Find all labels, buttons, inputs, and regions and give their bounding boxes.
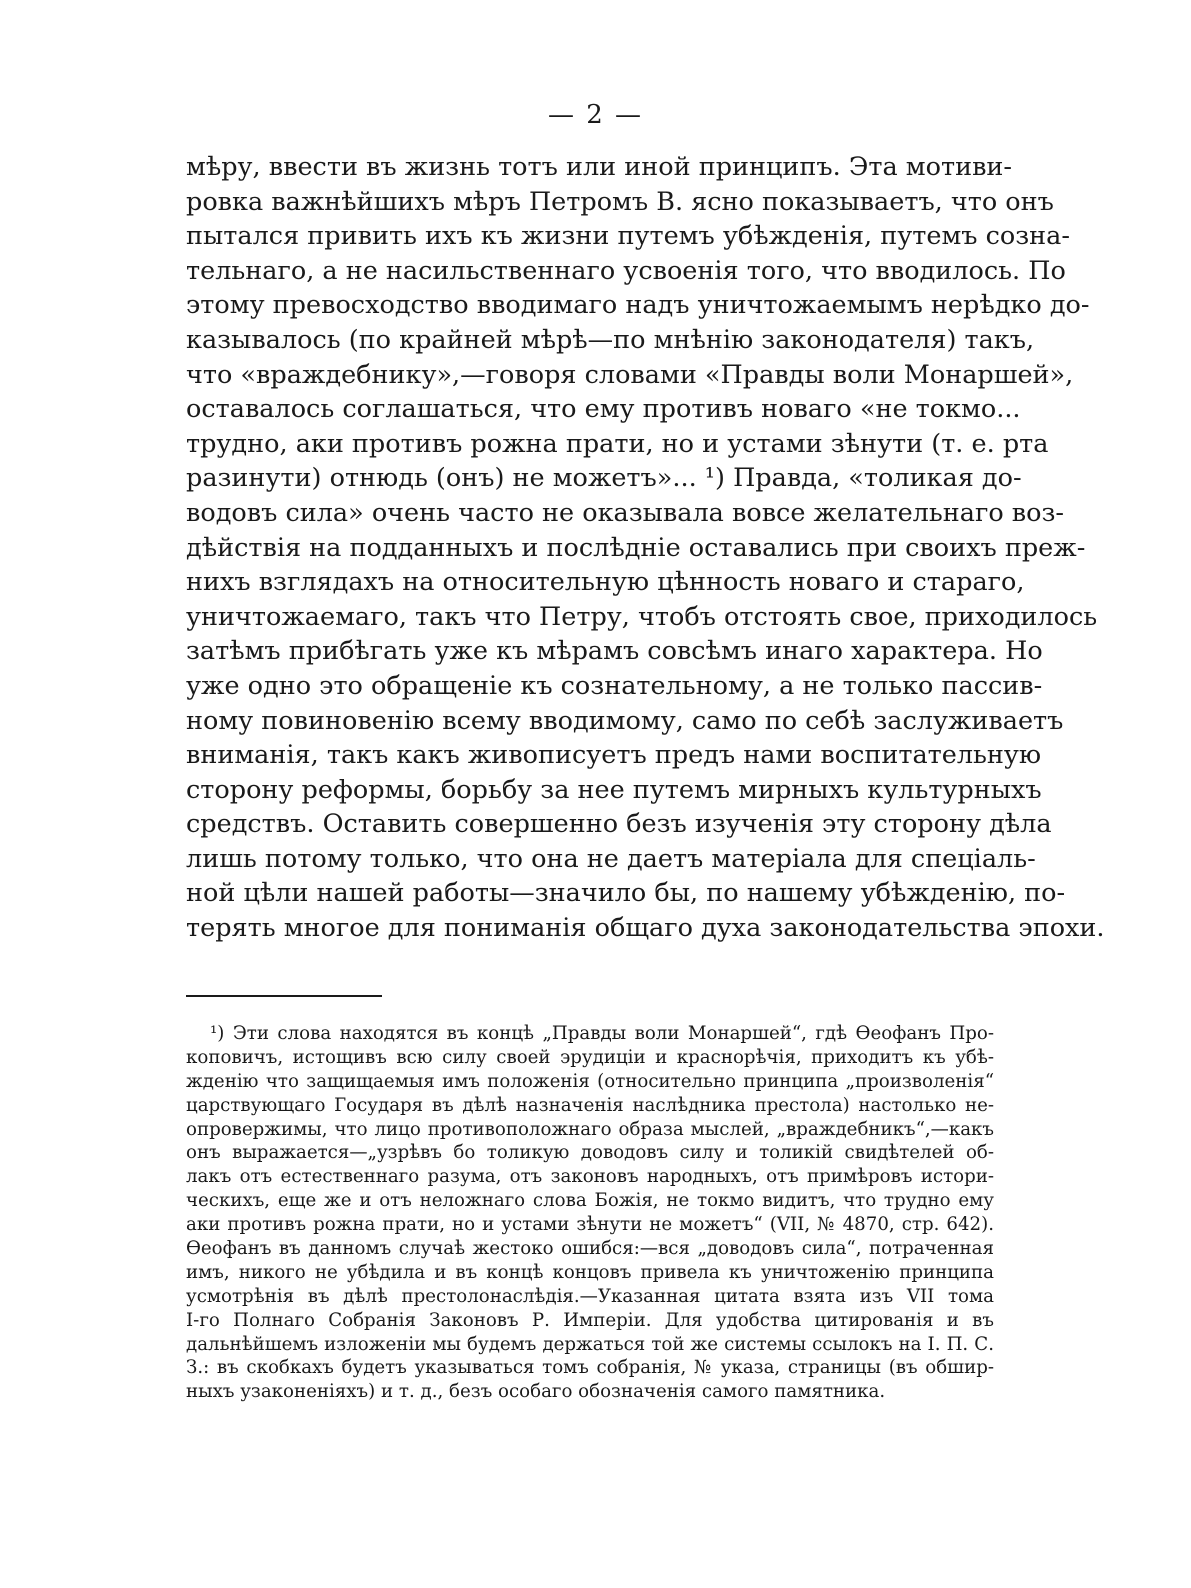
footnote-line: дальнѣйшемъ изложеніи мы будемъ держаться той же системы ссылокъ на I. П. С. [186,1333,994,1355]
footnote-line: имъ, никого не убѣдила и въ концѣ концовъ привела къ уничтоженію принципа [186,1261,994,1283]
body-line: трудно, аки противъ рожна прати, но и устами зѣнути (т. е. рта [186,428,1049,459]
body-line: затѣмъ прибѣгать уже къ мѣрамъ совсѣмъ инаго характера. Но [186,636,1043,667]
body-line: терять многое для пониманія общаго духа законодательства эпохи. [186,913,1105,944]
footnote-line: ческихъ, еще же и отъ неложнаго слова Божія, не токмо видитъ, что трудно ему [186,1190,994,1212]
footnote-line: коповичъ, истощивъ всю силу своей эрудиціи и краснорѣчія, приходитъ къ убѣ- [186,1046,994,1068]
body-line: уничтожаемаго, такъ что Петру, чтобъ отстоять свое, приходилось [186,601,1098,632]
body-line: дѣйствія на подданныхъ и послѣдніе оставались при своихъ преж- [186,532,1086,563]
footnote-line: Ѳеофанъ въ данномъ случаѣ жестоко ошибся:—вся „доводовъ сила“, потраченная [186,1238,994,1260]
body-line: мѣру, ввести въ жизнь тотъ или иной принципъ. Эта мотиви- [186,152,1013,182]
body-line: пытался привить ихъ къ жизни путемъ убѣжденія, путемъ созна- [186,221,1070,252]
body-line: водовъ сила» очень часто не оказывала вовсе желательнаго воз- [186,497,1065,528]
page-number: — 2 — [547,100,644,130]
body-line: ному повиновенію всему вводимому, само по себѣ заслуживаетъ [186,705,1064,736]
footnote-line: усмотрѣнія въ дѣлѣ престолонаслѣдія.—Указанная цитата взята изъ VII тома [186,1285,994,1307]
footnote-line: ныхъ узаконеніяхъ) и т. д., безъ особаго обозначенія самого памятника. [186,1381,886,1403]
body-line: лишь потому только, что она не даетъ матеріала для спеціаль- [186,843,1036,874]
footnote-line: аки противъ рожна прати, но и устами зѣнути не можетъ“ (VII, № 4870, стр. 642). [186,1214,994,1236]
body-line: вниманія, такъ какъ живописуетъ предъ нами воспитательную [186,740,1042,771]
footnote-line: онъ выражается—„узрѣвъ бо толикую доводовъ силу и толикій свидѣтелей об- [186,1142,994,1164]
body-line: сторону реформы, борьбу за нее путемъ мирныхъ культурныхъ [186,774,1042,805]
footnote-separator [186,995,382,997]
footnote-line: лакъ отъ естественнаго разума, отъ законовъ народныхъ, отъ примѣровъ истори- [186,1166,994,1188]
body-line: разинути) отнюдь (онъ) не можетъ»... ¹) Правда, «толикая до- [186,463,1022,494]
footnote-line: З.: въ скобкахъ будетъ указываться томъ собранія, № указа, страницы (въ обшир- [186,1357,994,1379]
footnote-line: жденію что защищаемыя имъ положенія (относительно принципа „произволенія“ [186,1070,994,1092]
body-line: казывалось (по крайней мѣрѣ—по мнѣнію законодателя) такъ, [186,324,1035,355]
body-line: оставалось соглашаться, что ему противъ новаго «не токмо... [186,394,1021,425]
body-line: что «враждебнику»,—говоря словами «Правды воли Монаршей», [186,359,1074,390]
body-line: этому превосходство вводимаго надъ уничтожаемымъ нерѣдко до- [186,290,1090,321]
footnote-line: опровержимы, что лицо противоположнаго образа мыслей, „враждебникъ“,—какъ [186,1118,994,1140]
body-line: тельнаго, а не насильственнаго усвоенія того, что вводилось. По [186,255,1066,286]
body-line: средствъ. Оставить совершенно безъ изученія эту сторону дѣла [186,809,1052,840]
body-text [186,150,1105,946]
body-line: ной цѣли нашей работы—значило бы, по нашему убѣжденію, по- [186,878,1066,909]
footnote [186,1022,994,1404]
body-line: уже одно это обращеніе къ сознательному, а не только пассив- [186,670,1043,701]
body-line: ровка важнѣйшихъ мѣръ Петромъ В. ясно показываетъ, что онъ [186,186,1054,217]
footnote-line: I-го Полнаго Собранія Законовъ Р. Имперіи. Для удобства цитированія и въ [186,1309,994,1331]
footnote-line: царствующаго Государя въ дѣлѣ назначенія наслѣдника престола) настолько не- [186,1094,994,1116]
body-line: нихъ взглядахъ на относительную цѣнность новаго и стараго, [186,567,1025,598]
footnote-line: ¹) Эти слова находятся въ концѣ „Правды воли Монаршей“, гдѣ Ѳеофанъ Про- [210,1023,994,1044]
